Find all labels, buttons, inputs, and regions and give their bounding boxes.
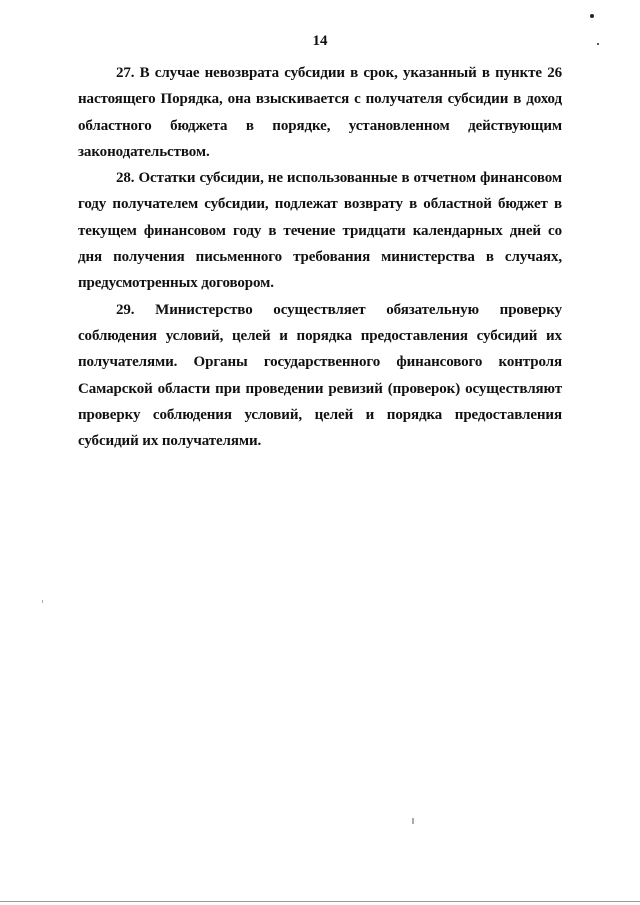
document-body: [78, 60, 562, 454]
page-number: 14: [312, 33, 328, 49]
paragraph-29: 29. Министерство осуществляет обязательную проверку соблюдения условий, целей и порядка предоставления субсидий их получателями. Органы государственного финансового контроля Самарской области при проведении ревизий (проверок) осуществляют проверку соблюдения условий, целей и порядка предоставления субсидий их получателями.: [78, 301, 562, 450]
scan-edge-line: [0, 901, 640, 902]
paragraph-27: 27. В случае невозврата субсидии в срок, указанный в пункте 26 настоящего Порядка, она взыскивается с получателя субсидии в доход областного бюджета в порядке, установленном действующим законодательством.: [78, 65, 562, 160]
scan-artifact-speck: [42, 600, 43, 603]
paragraph-28: 28. Остатки субсидии, не использованные в отчетном финансовом году получателем субсидии, подлежат возврату в областной бюджет в текущем финансовом году в течение тридцати календарных дней со дня получения письменного требования министерства в случаях, предусмотренных договором.: [78, 170, 562, 292]
scan-artifact-dot: [590, 14, 594, 18]
scan-artifact-speck: [412, 818, 414, 824]
